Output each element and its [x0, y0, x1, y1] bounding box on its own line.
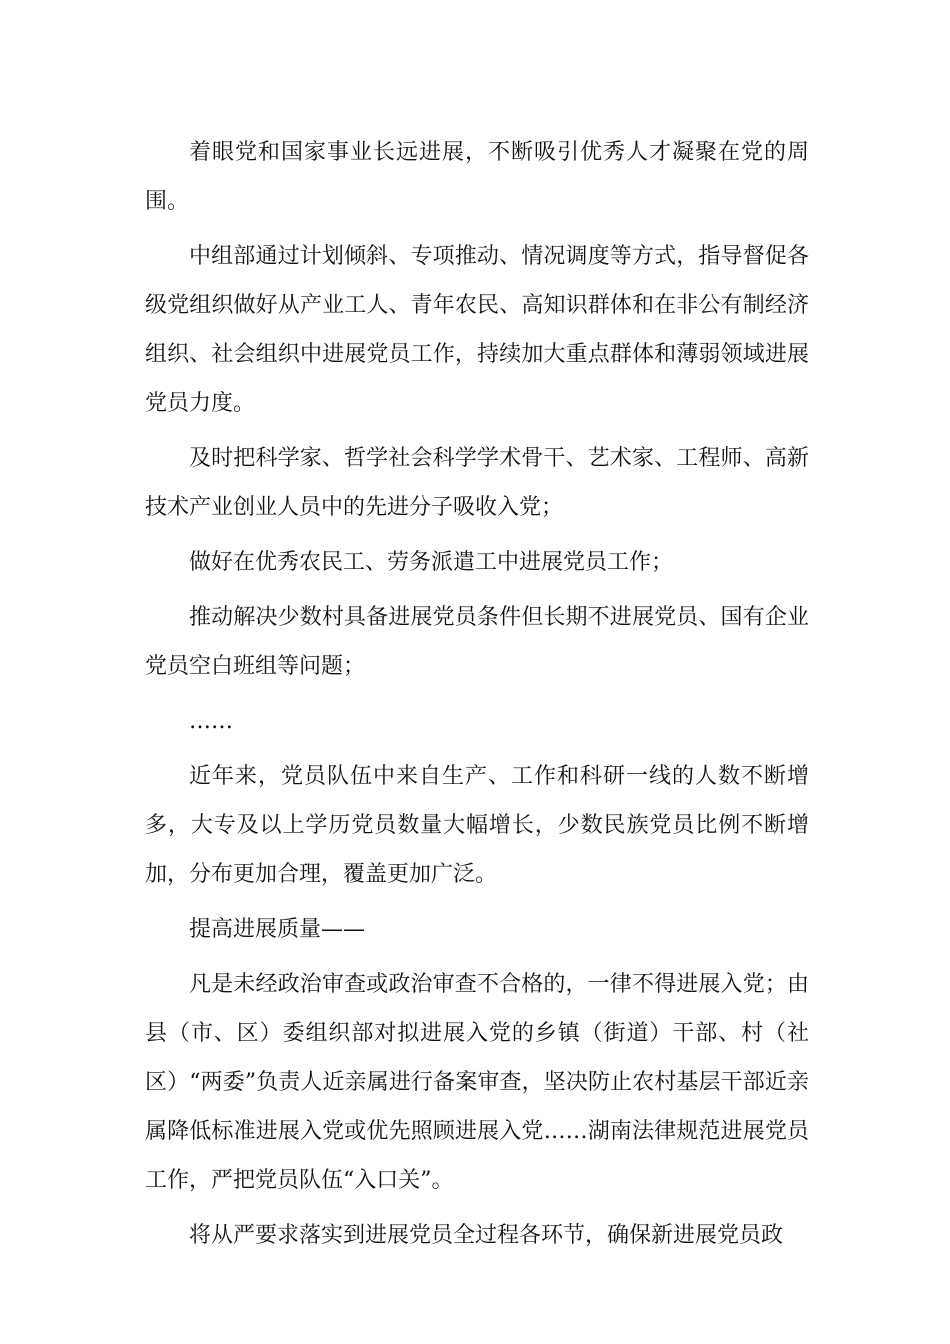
- paragraph-5: 推动解决少数村具备进展党员条件但长期不进展党员、国有企业党员空白班组等问题；: [145, 605, 809, 679]
- paragraph-8: 凡是未经政治审查或政治审查不合格的，一律不得进展入党；由县（市、区）委组织部对拟进展入党的乡镇（街道）干部、村（社区）“两委”负责人近亲属进行备案审查，坚决防止农村基层干部近亲属降低标准进展入党或优先照顾进展入党……湖南法律规范进展党员工作，严把党员队伍“入口关”。: [145, 972, 809, 1193]
- paragraph-1: 着眼党和国家事业长远进展，不断吸引优秀人才凝聚在党的周围。: [145, 140, 809, 214]
- paragraph-7: 提高进展质量——: [189, 917, 366, 942]
- paragraph-2: 中组部通过计划倾斜、专项推动、情况调度等方式，指导督促各级党组织做好从产业工人、青年农民、高知识群体和在非公有制经济组织、社会组织中进展党员工作，持续加大重点群体和薄弱领域进展党员力度。: [145, 244, 809, 416]
- paragraph-6: 近年来，党员队伍中来自生产、工作和科研一线的人数不断增多，大专及以上学历党员数量大幅增长，少数民族党员比例不断增加，分布更加合理，覆盖更加广泛。: [145, 764, 809, 887]
- paragraph-9: 将从严要求落实到进展党员全过程各环节，确保新进展党员政: [189, 1223, 784, 1248]
- document-body: [145, 128, 809, 1266]
- paragraph-4: 做好在优秀农民工、劳务派遣工中进展党员工作；: [189, 550, 674, 575]
- paragraph-ellipsis: ……: [189, 709, 233, 734]
- paragraph-3: 及时把科学家、哲学社会科学学术骨干、艺术家、工程师、高新技术产业创业人员中的先进分子吸收入党；: [145, 446, 809, 520]
